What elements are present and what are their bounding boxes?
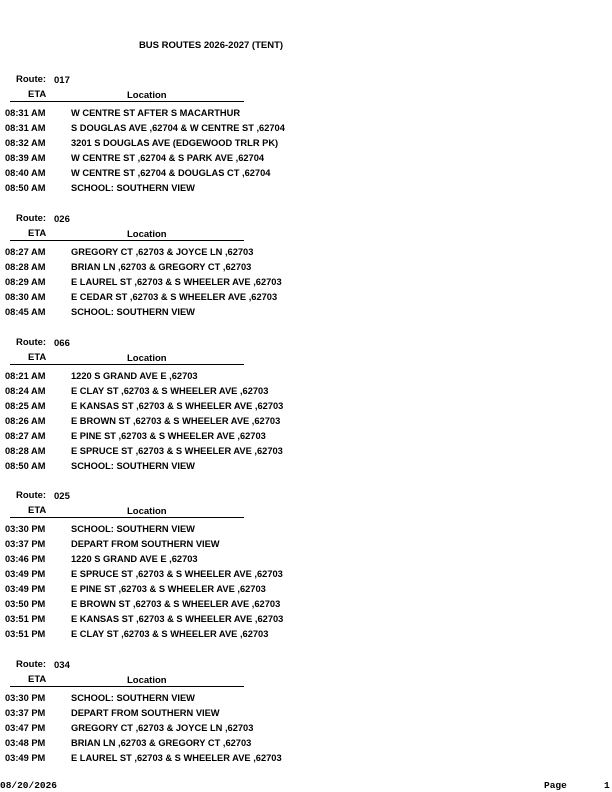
- eta-header: ETA: [28, 674, 47, 685]
- stop-row: [0, 706, 612, 721]
- stop-row: [0, 260, 612, 275]
- stop-eta: 03:49 PM: [5, 569, 46, 579]
- stop-list: [0, 522, 612, 642]
- column-header: [10, 88, 244, 102]
- eta-header: ETA: [28, 352, 47, 363]
- stop-eta: 08:27 AM: [5, 431, 46, 441]
- stop-row: [0, 245, 612, 260]
- route-section: [0, 74, 612, 196]
- route-section: [0, 337, 612, 474]
- stop-location: E CLAY ST ,62703 & S WHEELER AVE ,62703: [71, 629, 269, 639]
- location-header: Location: [127, 90, 167, 101]
- stop-location: S DOUGLAS AVE ,62704 & W CENTRE ST ,62704: [71, 123, 285, 133]
- route-number: 026: [54, 214, 70, 225]
- stop-eta: 08:31 AM: [5, 108, 46, 118]
- stop-row: [0, 736, 612, 751]
- route-label: Route:: [16, 74, 47, 85]
- print-date: 08/20/2026: [0, 780, 58, 791]
- stop-row: [0, 429, 612, 444]
- stop-location: SCHOOL: SOUTHERN VIEW: [71, 693, 195, 703]
- stop-row: [0, 399, 612, 414]
- stop-row: [0, 136, 612, 151]
- stop-row: [0, 537, 612, 552]
- stop-row: [0, 290, 612, 305]
- stop-location: E SPRUCE ST ,62703 & S WHEELER AVE ,62703: [71, 569, 283, 579]
- stop-row: [0, 597, 612, 612]
- route-heading: [0, 337, 612, 351]
- eta-header: ETA: [28, 505, 47, 516]
- stop-row: [0, 369, 612, 384]
- stop-row: [0, 721, 612, 736]
- stop-eta: 08:50 AM: [5, 183, 46, 193]
- column-header: [10, 227, 244, 241]
- stop-location: E KANSAS ST ,62703 & S WHEELER AVE ,62703: [71, 401, 284, 411]
- stop-row: [0, 181, 612, 196]
- stop-location: W CENTRE ST ,62704 & S PARK AVE ,62704: [71, 153, 265, 163]
- location-header: Location: [127, 506, 167, 517]
- stop-location: E SPRUCE ST ,62703 & S WHEELER AVE ,62703: [71, 446, 283, 456]
- column-header: [10, 673, 244, 687]
- stop-location: SCHOOL: SOUTHERN VIEW: [71, 461, 195, 471]
- column-header: [10, 504, 244, 518]
- stop-location: SCHOOL: SOUTHERN VIEW: [71, 183, 195, 193]
- stop-eta: 08:21 AM: [5, 371, 46, 381]
- stop-list: [0, 691, 612, 766]
- route-label: Route:: [16, 659, 47, 670]
- stop-row: [0, 121, 612, 136]
- stop-eta: 08:39 AM: [5, 153, 46, 163]
- stop-row: [0, 106, 612, 121]
- stop-location: E BROWN ST ,62703 & S WHEELER AVE ,62703: [71, 599, 281, 609]
- stop-location: BRIAN LN ,62703 & GREGORY CT ,62703: [71, 262, 252, 272]
- stop-eta: 08:50 AM: [5, 461, 46, 471]
- stop-eta: 03:50 PM: [5, 599, 46, 609]
- stop-row: [0, 459, 612, 474]
- stop-list: [0, 245, 612, 320]
- stop-eta: 08:25 AM: [5, 401, 46, 411]
- route-label: Route:: [16, 490, 47, 501]
- route-heading: [0, 74, 612, 88]
- route-section: [0, 490, 612, 642]
- stop-location: GREGORY CT ,62703 & JOYCE LN ,62703: [71, 247, 254, 257]
- stop-eta: 08:45 AM: [5, 307, 46, 317]
- stop-location: E LAUREL ST ,62703 & S WHEELER AVE ,62703: [71, 277, 282, 287]
- stop-row: [0, 305, 612, 320]
- location-header: Location: [127, 229, 167, 240]
- stop-list: [0, 369, 612, 474]
- stop-eta: 03:51 PM: [5, 614, 46, 624]
- stop-location: E PINE ST ,62703 & S WHEELER AVE ,62703: [71, 431, 266, 441]
- location-header: Location: [127, 353, 167, 364]
- stop-row: [0, 444, 612, 459]
- stop-eta: 03:48 PM: [5, 738, 46, 748]
- stop-row: [0, 552, 612, 567]
- stop-location: E CLAY ST ,62703 & S WHEELER AVE ,62703: [71, 386, 269, 396]
- stop-row: [0, 384, 612, 399]
- page-title: BUS ROUTES 2026-2027 (TENT): [138, 40, 284, 51]
- stop-eta: 03:51 PM: [5, 629, 46, 639]
- stop-row: [0, 522, 612, 537]
- stop-eta: 03:49 PM: [5, 584, 46, 594]
- column-header: [10, 351, 244, 365]
- stop-row: [0, 691, 612, 706]
- stop-row: [0, 275, 612, 290]
- route-heading: [0, 213, 612, 227]
- route-section: [0, 659, 612, 766]
- route-label: Route:: [16, 213, 47, 224]
- stop-location: 3201 S DOUGLAS AVE (EDGEWOOD TRLR PK): [71, 138, 279, 148]
- stop-row: [0, 414, 612, 429]
- stop-location: SCHOOL: SOUTHERN VIEW: [71, 524, 195, 534]
- stop-eta: 08:27 AM: [5, 247, 46, 257]
- route-heading: [0, 659, 612, 673]
- stop-location: BRIAN LN ,62703 & GREGORY CT ,62703: [71, 738, 252, 748]
- stop-eta: 08:26 AM: [5, 416, 46, 426]
- stop-location: E PINE ST ,62703 & S WHEELER AVE ,62703: [71, 584, 266, 594]
- stop-location: 1220 S GRAND AVE E ,62703: [71, 371, 198, 381]
- eta-header: ETA: [28, 89, 47, 100]
- stop-location: E KANSAS ST ,62703 & S WHEELER AVE ,62703: [71, 614, 284, 624]
- route-section: [0, 213, 612, 320]
- route-number: 025: [54, 491, 70, 502]
- stop-eta: 08:29 AM: [5, 277, 46, 287]
- stop-location: W CENTRE ST AFTER S MACARTHUR: [71, 108, 241, 118]
- stop-eta: 03:37 PM: [5, 708, 46, 718]
- stop-location: E LAUREL ST ,62703 & S WHEELER AVE ,62703: [71, 753, 282, 763]
- stop-eta: 08:28 AM: [5, 262, 46, 272]
- route-number: 017: [54, 75, 70, 86]
- stop-row: [0, 582, 612, 597]
- location-header: Location: [127, 675, 167, 686]
- route-number: 066: [54, 338, 70, 349]
- stop-location: SCHOOL: SOUTHERN VIEW: [71, 307, 195, 317]
- stop-row: [0, 612, 612, 627]
- stop-location: W CENTRE ST ,62704 & DOUGLAS CT ,62704: [71, 168, 271, 178]
- stop-eta: 08:28 AM: [5, 446, 46, 456]
- stop-eta: 08:30 AM: [5, 292, 46, 302]
- route-number: 034: [54, 660, 70, 671]
- stop-eta: 03:30 PM: [5, 524, 46, 534]
- stop-location: GREGORY CT ,62703 & JOYCE LN ,62703: [71, 723, 254, 733]
- stop-location: 1220 S GRAND AVE E ,62703: [71, 554, 198, 564]
- stop-row: [0, 567, 612, 582]
- stop-eta: 08:40 AM: [5, 168, 46, 178]
- stop-eta: 03:37 PM: [5, 539, 46, 549]
- stop-row: [0, 166, 612, 181]
- route-label: Route:: [16, 337, 47, 348]
- stop-location: DEPART FROM SOUTHERN VIEW: [71, 708, 220, 718]
- stop-row: [0, 627, 612, 642]
- stop-location: E CEDAR ST ,62703 & S WHEELER AVE ,62703: [71, 292, 278, 302]
- stop-location: DEPART FROM SOUTHERN VIEW: [71, 539, 220, 549]
- stop-eta: 08:31 AM: [5, 123, 46, 133]
- stop-eta: 08:32 AM: [5, 138, 46, 148]
- stop-eta: 03:47 PM: [5, 723, 46, 733]
- stop-row: [0, 751, 612, 766]
- route-heading: [0, 490, 612, 504]
- page-number: 1: [604, 780, 610, 791]
- eta-header: ETA: [28, 228, 47, 239]
- stop-location: E BROWN ST ,62703 & S WHEELER AVE ,62703: [71, 416, 281, 426]
- stop-eta: 08:24 AM: [5, 386, 46, 396]
- page-footer: [0, 780, 612, 792]
- stop-row: [0, 151, 612, 166]
- stop-eta: 03:49 PM: [5, 753, 46, 763]
- stop-eta: 03:46 PM: [5, 554, 46, 564]
- stop-list: [0, 106, 612, 196]
- page-label: Page: [544, 780, 567, 791]
- stop-eta: 03:30 PM: [5, 693, 46, 703]
